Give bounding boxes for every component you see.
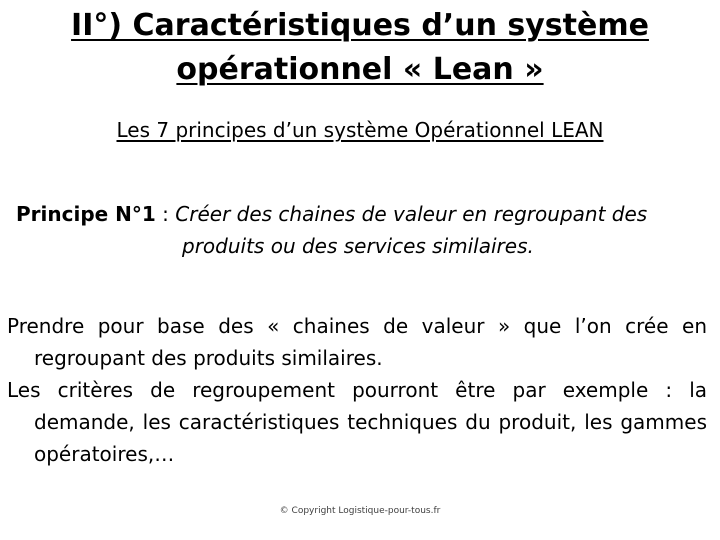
principle-label: Principe N°1 — [16, 202, 156, 226]
title-line-2: opérationnel « Lean » — [176, 52, 544, 87]
copyright-footer: © Copyright Logistique-pour-tous.fr — [279, 506, 441, 516]
subtitle — [0, 116, 720, 144]
principle-description-line-1: Créer des chaines de valeur en regroupant des — [175, 202, 648, 226]
paragraph-grouping-criteria: Les critères de regroupement pourront être par exemple : la demande, les caractéristiques techniques du produit, les gammes opératoires,… — [7, 378, 707, 466]
body-text — [7, 310, 707, 470]
principle-separator: : — [155, 202, 176, 226]
subtitle-text: Les 7 principes d’un système Opérationnel LEAN — [116, 118, 604, 142]
principle-description-line-2: produits ou des services similaires. — [182, 234, 534, 258]
title-line-1: II°) Caractéristiques d’un système — [71, 8, 649, 43]
paragraph-value-chain: Prendre pour base des « chaines de valeur » que l’on crée en regroupant des produits similaires. — [7, 314, 707, 370]
principle-block — [16, 198, 706, 262]
page-title — [0, 4, 720, 92]
